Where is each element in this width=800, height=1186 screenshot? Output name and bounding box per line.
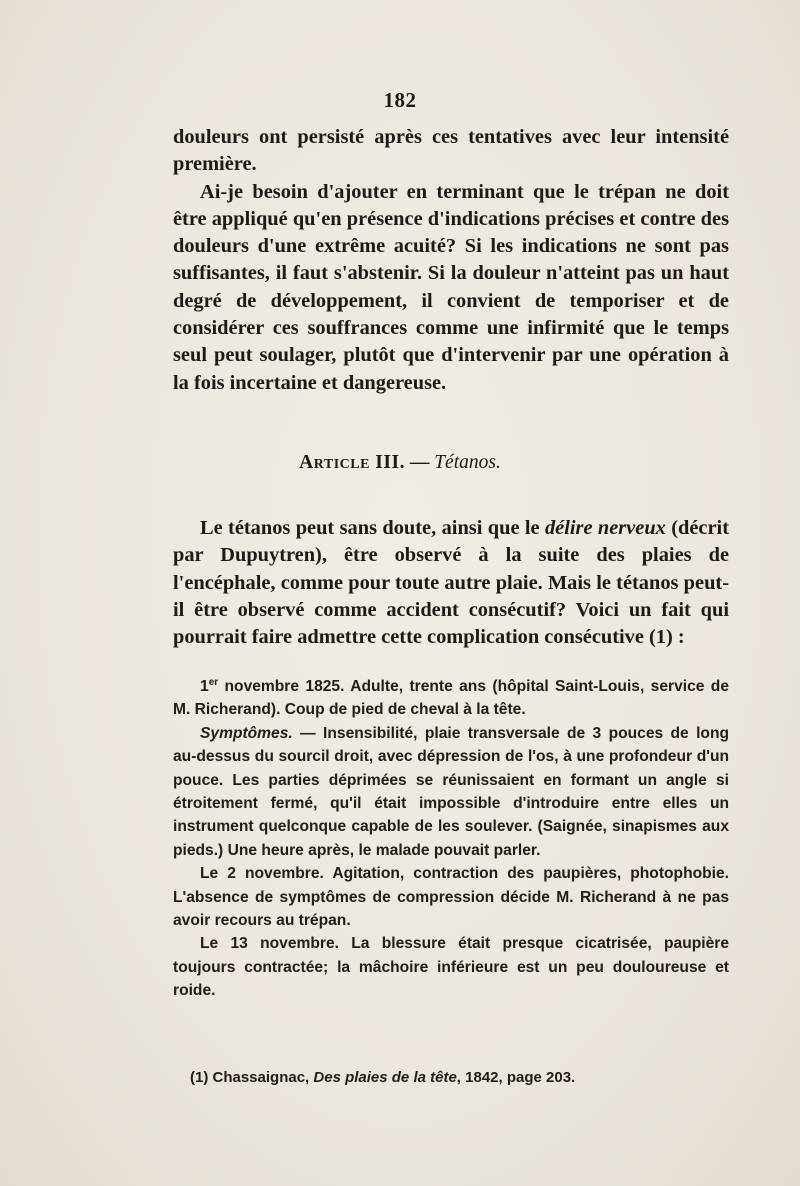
page-number: 182 — [383, 88, 417, 112]
text-run: novembre 1825. Adulte, trente ans (hôpital Saint-Louis, service de M. Richerand). Coup de pied de cheval à la tête. — [173, 678, 729, 719]
footnote — [190, 1069, 730, 1086]
text-run: 1 — [200, 678, 209, 695]
section-heading — [0, 452, 800, 474]
paragraph: douleurs ont persisté après ces tentatives avec leur intensité première. — [173, 126, 729, 176]
symptoms-label: Symptômes. — [200, 724, 293, 742]
footnote-marker: (1) Chassaignac, — [190, 1069, 314, 1086]
superscript: er — [208, 676, 219, 688]
text-run: Le tétanos peut sans doute, ainsi que le — [200, 517, 545, 539]
heading-title: Tétanos. — [434, 452, 501, 473]
body-text-tetanos — [173, 515, 729, 651]
case-paragraph: Le 2 novembre. Agitation, contraction des paupières, photophobie. L'absence de symptômes de compression décide M. Richerand à ne pas avoir recours au trépan. — [173, 865, 729, 930]
footnote-rest: , 1842, page 203. — [456, 1069, 576, 1086]
case-paragraph: Le 13 novembre. La blessure était presque cicatrisée, paupière toujours contractée; la mâchoire inférieure est un peu douloureuse et roide. — [173, 935, 729, 1000]
text-run: (décrit par Dupuytren), être observé à la suite des plaies de l'encéphale, comme pour toute autre plaie. Mais le tétanos peut-il être observé comme accident consécutif? Voici un fait qui pourrait faire admettre cette complication consécutive (1) : — [173, 517, 729, 649]
case-paragraph — [173, 722, 729, 862]
article-label: Article III. — [299, 452, 405, 473]
footnote-title: Des plaies de la tête — [313, 1069, 457, 1086]
case-report — [173, 675, 729, 1003]
italic-term: délire nerveux — [544, 517, 666, 539]
text-run: — Insensibilité, plaie transversale de 3 pouces de long au-dessus du sourcil droit, avec dépression de l'os, à une profondeur d'un pouce. Les parties déprimées se réunissaient en formant un angle si étroitement fermé, qu'il était impossible d'introduire entre elles un instrument quelconque capable de les soulever. (Saignée, sinapismes aux pieds.) Une heure après, le malade pouvait parler. — [173, 724, 729, 859]
paragraph: Ai-je besoin d'ajouter en terminant que le trépan ne doit être appliqué qu'en présence d'indications précises et contre des douleurs d'une extrême acuité? Si les indications ne sont pas suffisantes, il faut s'abstenir. Si la douleur n'atteint pas un haut degré de développement, il convient de temporiser et de considérer ces souffrances comme une infirmité que le temps seul peut soulager, plutôt que d'intervenir par une opération à la fois incertaine et dangereuse. — [173, 180, 729, 394]
body-text-top — [173, 124, 729, 397]
case-paragraph — [173, 675, 729, 722]
heading-dash: — — [404, 452, 435, 473]
paragraph — [173, 515, 729, 651]
